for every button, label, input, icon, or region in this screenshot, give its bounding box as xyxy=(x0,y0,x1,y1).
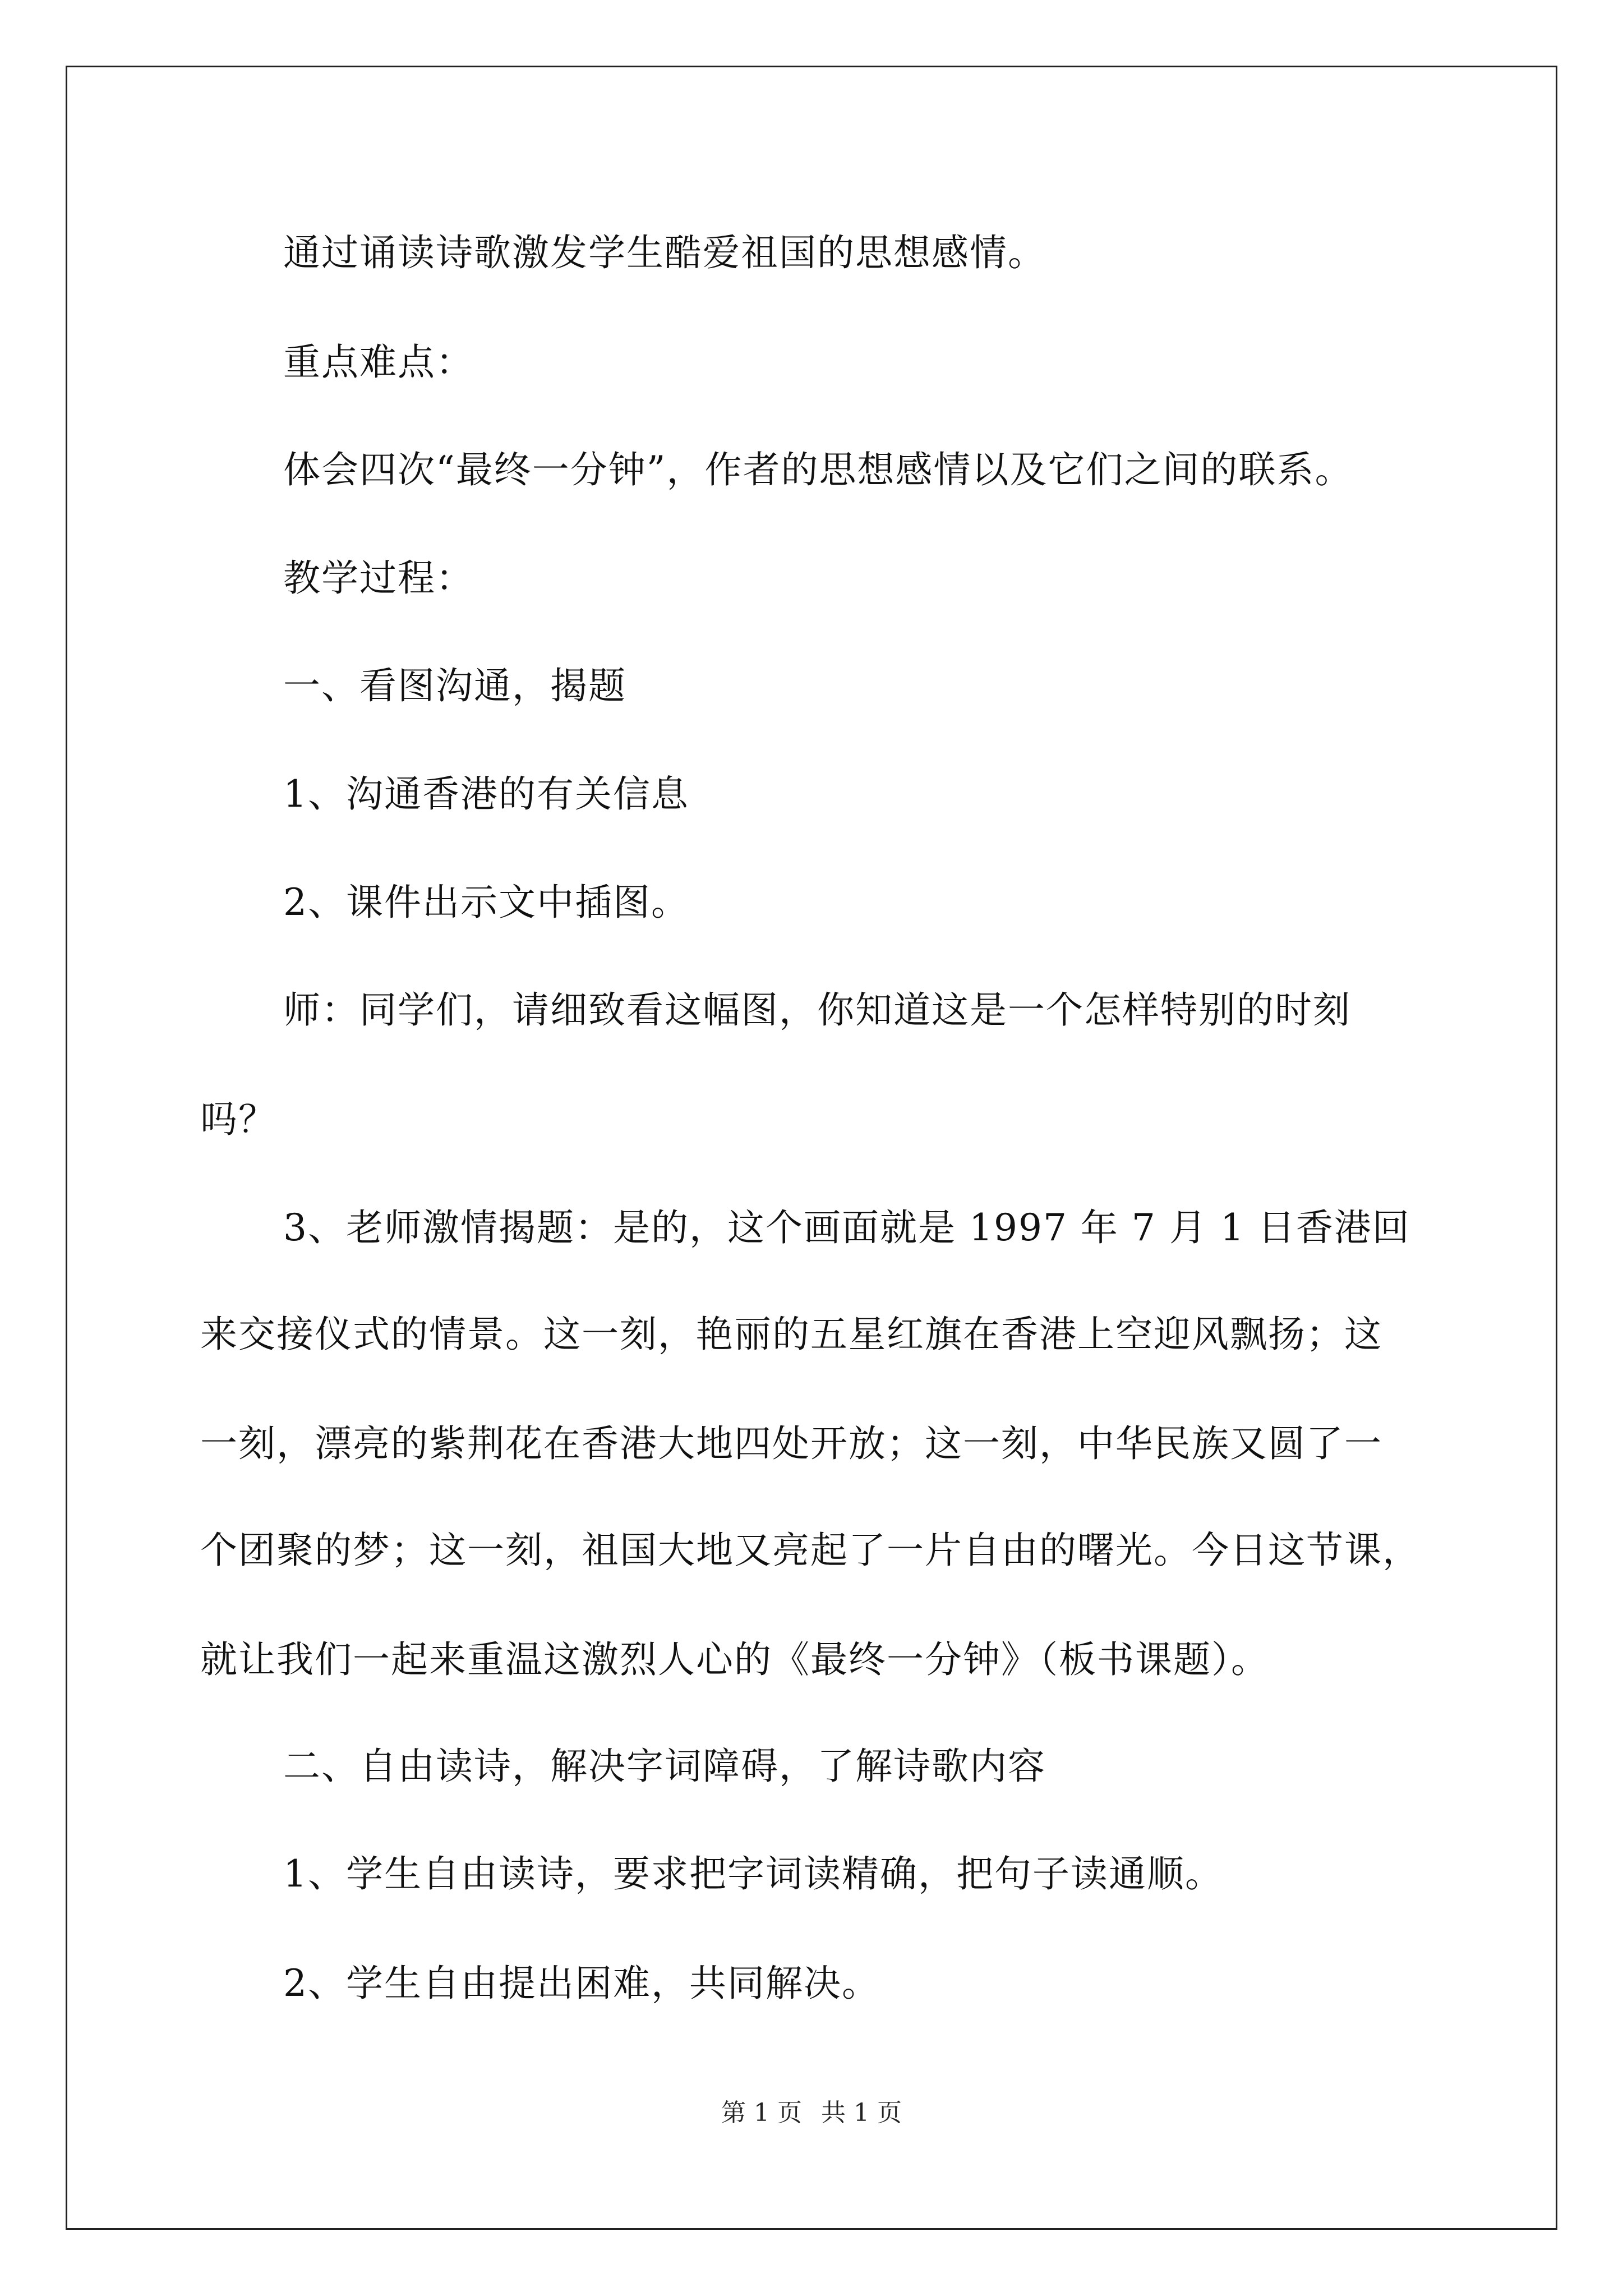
heading-teaching-process: 教学过程： xyxy=(283,556,474,600)
paragraph-line: 个团聚的梦；这一刻，祖国大地又亮起了一片自由的曙光。今日这节课， xyxy=(200,1529,1421,1572)
list-item: 1、沟通香港的有关信息 xyxy=(283,772,689,816)
paragraph-line: 来交接仪式的情景。这一刻，艳丽的五星红旗在香港上空迎风飘扬；这 xyxy=(200,1313,1382,1356)
page-footer xyxy=(0,2101,1623,2125)
paragraph-line: 一刻，漂亮的紫荆花在香港大地四处开放；这一刻，中华民族又圆了一 xyxy=(200,1422,1382,1465)
section-heading-1: 一、看图沟通，揭题 xyxy=(283,664,626,707)
page-total: 共 1 页 xyxy=(821,2099,902,2127)
list-item: 3、老师激情揭题：是的，这个画面就是 1997 年 7 月 1 日香港回 xyxy=(283,1206,1410,1249)
paragraph-teacher-question-cont: 吗？ xyxy=(200,1098,276,1141)
paragraph-line: 就让我们一起来重温这激烈人心的《最终一分钟》（板书课题）。 xyxy=(200,1638,1269,1681)
list-item: 1、学生自由读诗，要求把字词读精确，把句子读通顺。 xyxy=(283,1852,1223,1895)
paragraph-key-points: 体会四次“最终一分钟”，作者的思想感情以及它们之间的联系。 xyxy=(283,448,1353,491)
paragraph-teacher-question: 师：同学们，请细致看这幅图，你知道这是一个怎样特别的时刻 xyxy=(283,988,1351,1032)
list-item: 2、学生自由提出困难，共同解决。 xyxy=(283,1962,880,2005)
section-heading-2: 二、自由读诗，解决字词障碍，了解诗歌内容 xyxy=(283,1745,1046,1788)
heading-key-points: 重点难点： xyxy=(283,341,474,384)
page-border xyxy=(66,66,1557,2230)
list-item: 2、课件出示文中插图。 xyxy=(283,881,689,924)
paragraph-goal: 通过诵读诗歌激发学生酷爱祖国的思想感情。 xyxy=(283,231,1046,274)
page-number: 第 1 页 xyxy=(721,2099,802,2127)
